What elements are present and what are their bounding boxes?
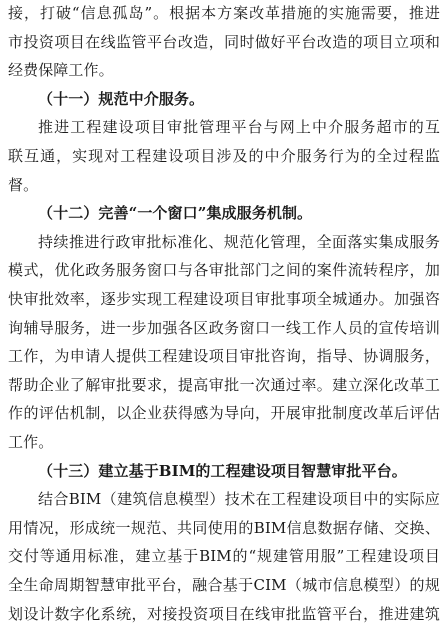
paragraph-line: 帮助企业了解审批要求，提高审批一次通过率。建立深化改革工 [8,375,440,394]
paragraph-line: 持续推进行政审批标准化、规范化管理，全面落实集成服务 [38,232,440,251]
paragraph-line: 快审批效率，逐步实现工程建设项目审批事项全城通办。加强咨 [8,290,440,308]
section-heading: （十一）规范中介服务。 [38,89,205,108]
paragraph-line: 询辅导服务，进一步加强各区政务窗口一线工作人员的宣传培训 [8,318,440,337]
paragraph-line: 联互通，实现对工程建设项目涉及的中介服务行为的全过程监 [8,147,440,165]
paragraph-line: 接，打破“信息孤岛”。根据本方案改革措施的实施需要，推进 [8,4,440,22]
paragraph-line: 督。 [8,175,39,194]
paragraph-line: 作的评估机制，以企业获得感为导向，开展审批制度改革后评估 [8,404,440,423]
paragraph-line: 用情况，形成统一规范、共同使用的BIM信息数据存储、交换、 [8,518,440,537]
paragraph-line: 经费保障工作。 [8,61,114,80]
section-heading: （十二）完善“一个窗口”集成服务机制。 [38,204,313,223]
section-heading: （十三）建立基于BIM的工程建设项目智慧审批平台。 [38,461,407,480]
paragraph-line: 市投资项目在线监管平台改造，同时做好平台改造的项目立项和 [8,32,440,51]
paragraph-line: 结合BIM（建筑信息模型）技术在工程建设项目中的实际应 [38,490,440,509]
paragraph-line: 工作。 [8,433,54,451]
paragraph-line: 工作，为申请人提供工程建设项目审批咨询，指导、协调服务， [8,347,440,366]
paragraph-line: 划设计数字化系统，对接投资项目在线审批监管平台，推进建筑 [8,604,440,623]
paragraph-line: 推进工程建设项目审批管理平台与网上中介服务超市的互 [38,118,440,137]
paragraph-line: 模式，优化政务服务窗口与各审批部门之间的案件流转程序，加 [8,261,440,280]
paragraph-line: 全生命周期智慧审批平台，融合基于CIM（城市信息模型）的规 [8,576,440,594]
paragraph-line: 交付等通用标准，建立基于BIM的“规建管用服”工程建设项目 [8,547,440,566]
